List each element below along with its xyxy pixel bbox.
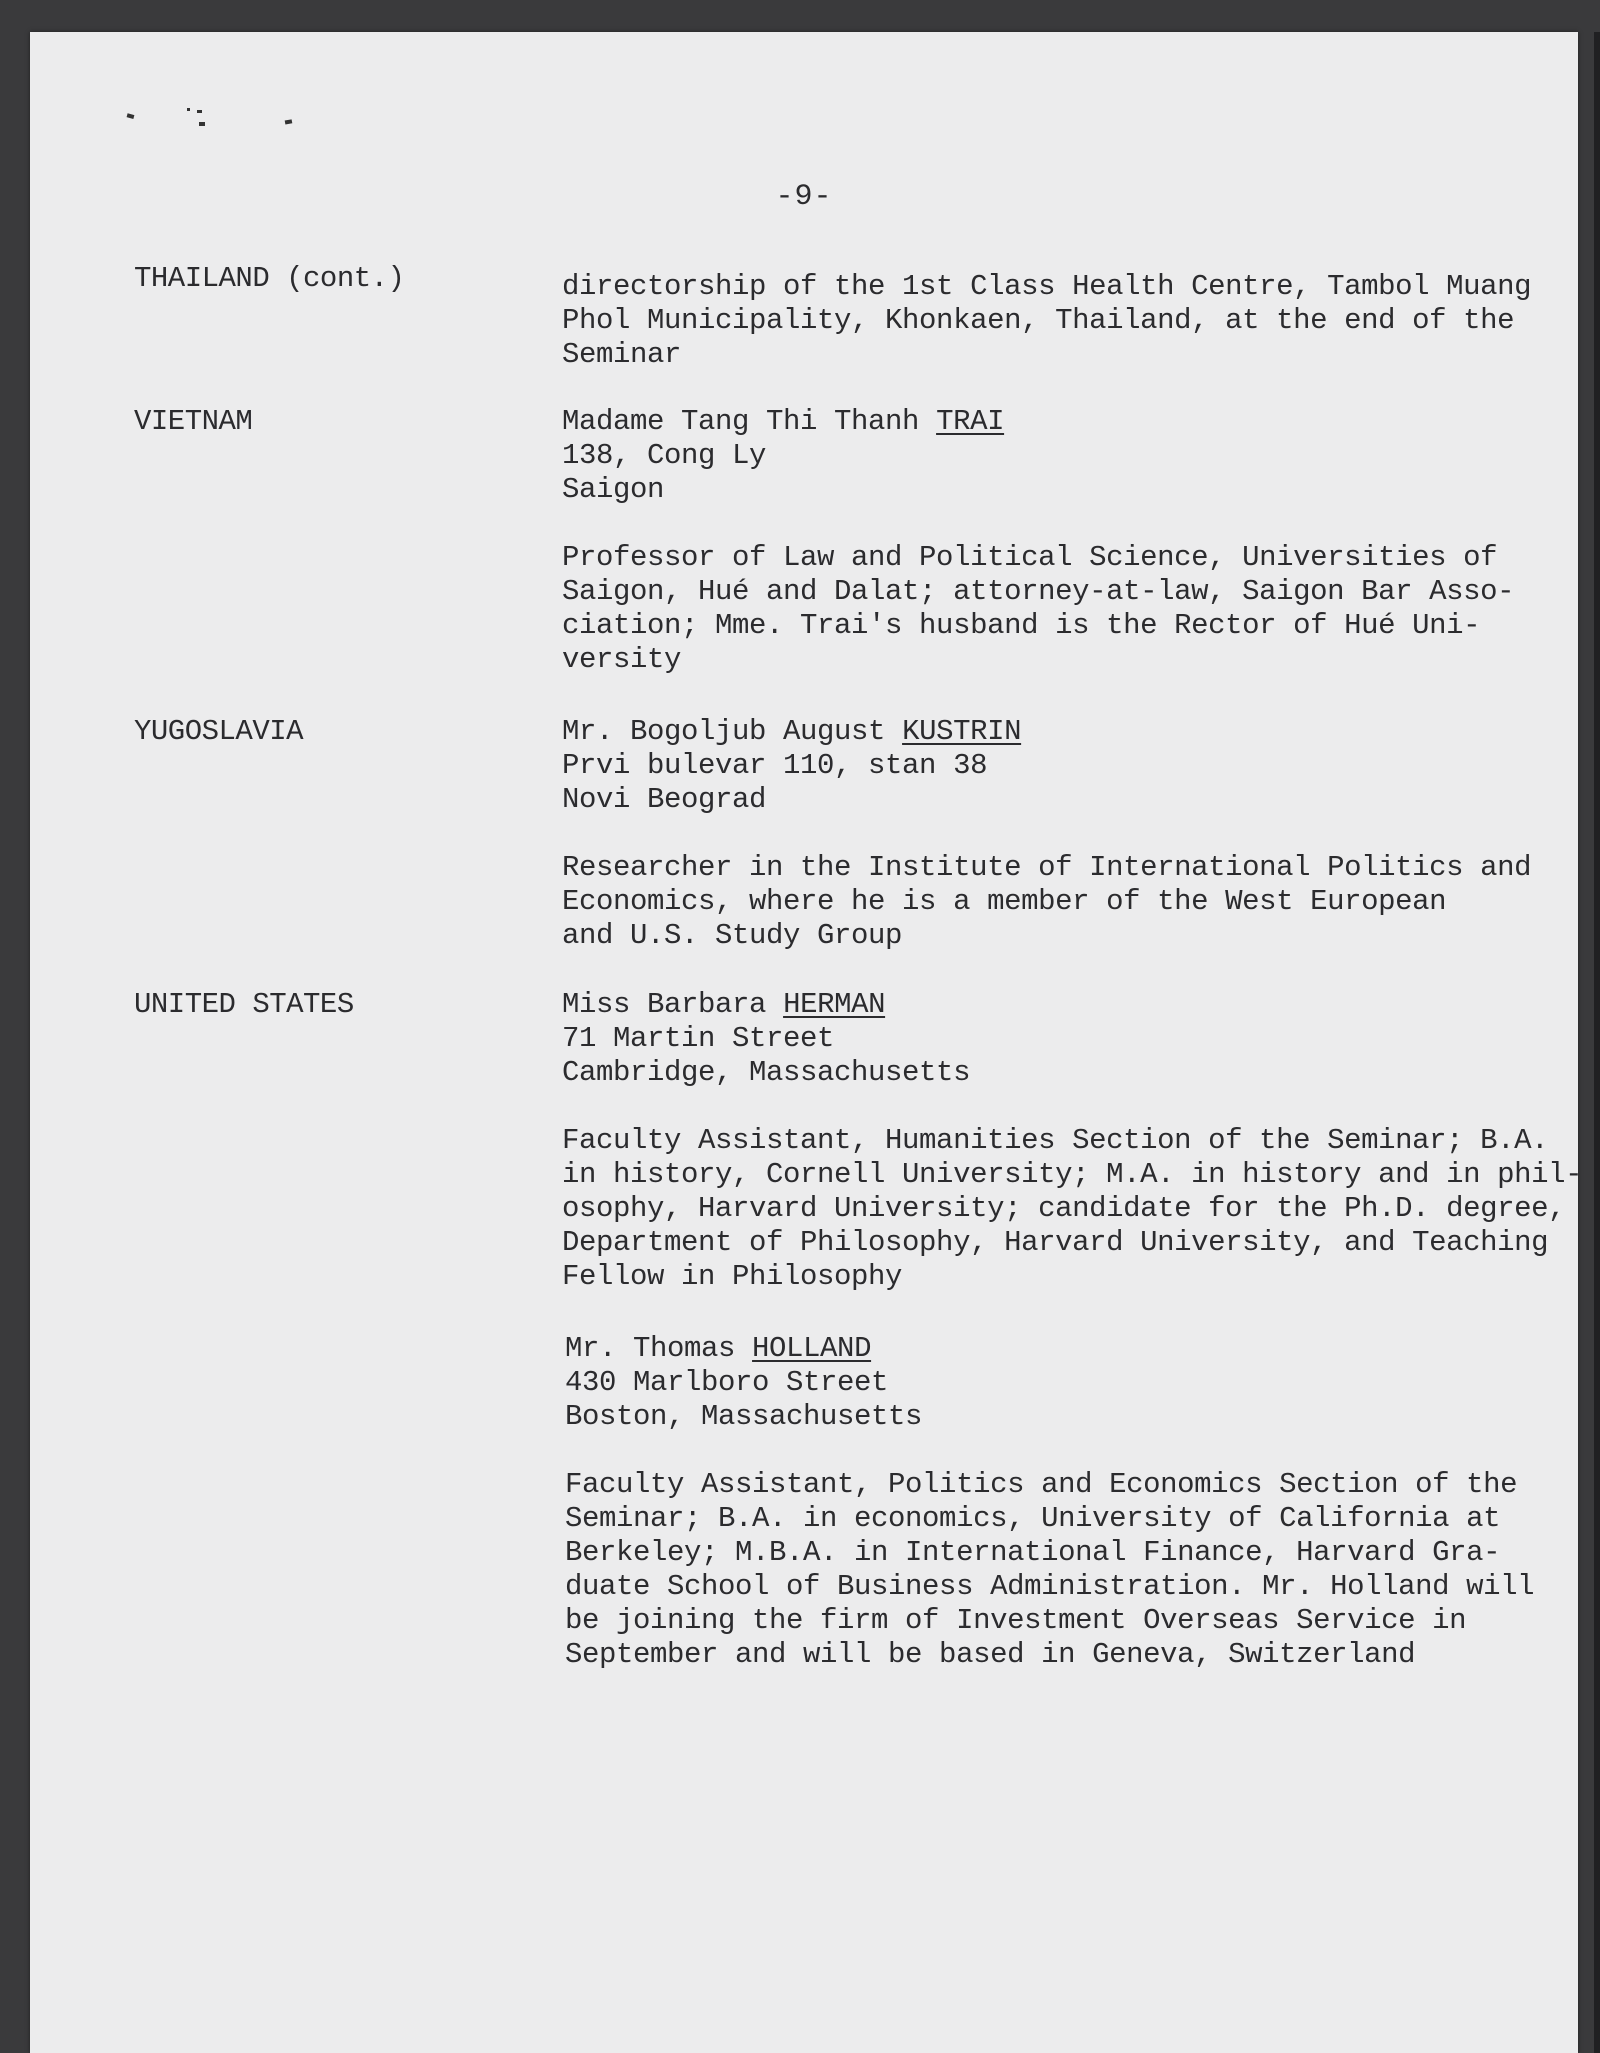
description-line: Economics, where he is a member of the West European [562,885,1447,918]
description-line: and U.S. Study Group [562,919,903,952]
country-label: THAILAND (cont.) [134,262,405,295]
description-line: Berkeley; M.B.A. in International Finance, Harvard Gra- [565,1536,1501,1569]
description-line: in history, Cornell University; M.A. in history and in phil- [562,1158,1583,1191]
entry-details [562,405,1542,677]
entry-description [562,270,1542,372]
description-line: Phol Municipality, Khonkaen, Thailand, at the end of the [562,304,1515,337]
description-line: Seminar [562,338,682,371]
description-line: Department of Philosophy, Harvard University, and Teaching [562,1226,1549,1259]
address-line: Saigon [562,473,665,506]
entry-details [562,715,1542,953]
surname: KUSTRIN [902,715,1022,748]
description-line: osophy, Harvard University; candidate for the Ph.D. degree, [562,1192,1566,1225]
entry-details [562,988,1583,1294]
person-name [562,988,1542,1022]
country-label: VIETNAM [134,405,253,438]
description-line: directorship of the 1st Class Health Centre, Tambol Muang [562,270,1532,303]
name-prefix: Madame Tang Thi Thanh [562,405,920,438]
person-name [562,405,1542,439]
address-line: Cambridge, Massachusetts [562,1056,971,1089]
page-number: -9- [775,180,833,214]
address-line: 430 Marlboro Street [565,1366,889,1399]
description-line: September and will be based in Geneva, Switzerland [565,1638,1416,1671]
description-line: ciation; Mme. Trai's husband is the Rector of Hué Uni- [562,609,1481,642]
ink-marks [125,102,305,142]
address-line: Novi Beograd [562,783,767,816]
person-name [565,1332,1545,1366]
person-name [562,715,1542,749]
description-line: Saigon, Hué and Dalat; attorney-at-law, Saigon Bar Asso- [562,575,1515,608]
surname: HERMAN [783,988,886,1021]
surname: HOLLAND [752,1332,872,1365]
name-prefix: Mr. Bogoljub August [562,715,886,748]
description-line: be joining the firm of Investment Overseas Service in [565,1604,1467,1637]
description-line: Professor of Law and Political Science, Universities of [562,541,1498,574]
country-label: YUGOSLAVIA [134,715,304,748]
document-page [30,32,1583,2053]
name-prefix: Mr. Thomas [565,1332,736,1365]
entry-details [565,1332,1545,1672]
description-line: Fellow in Philosophy [562,1260,903,1293]
page-edge [1594,32,1600,2053]
address-line: 71 Martin Street [562,1022,835,1055]
description-line: Faculty Assistant, Politics and Economics Section of the [565,1468,1518,1501]
description-line: versity [562,643,682,676]
country-label: UNITED STATES [134,988,354,1021]
surname: TRAI [936,405,1005,438]
description-line: Faculty Assistant, Humanities Section of the Seminar; B.A. [562,1124,1549,1157]
address-line: Boston, Massachusetts [565,1400,923,1433]
name-prefix: Miss Barbara [562,988,767,1021]
address-line: 138, Cong Ly [562,439,767,472]
description-line: Researcher in the Institute of International Politics and [562,851,1532,884]
description-line: Seminar; B.A. in economics, University of California at [565,1502,1501,1535]
description-line: duate School of Business Administration. Mr. Holland will [565,1570,1535,1603]
address-line: Prvi bulevar 110, stan 38 [562,749,988,782]
